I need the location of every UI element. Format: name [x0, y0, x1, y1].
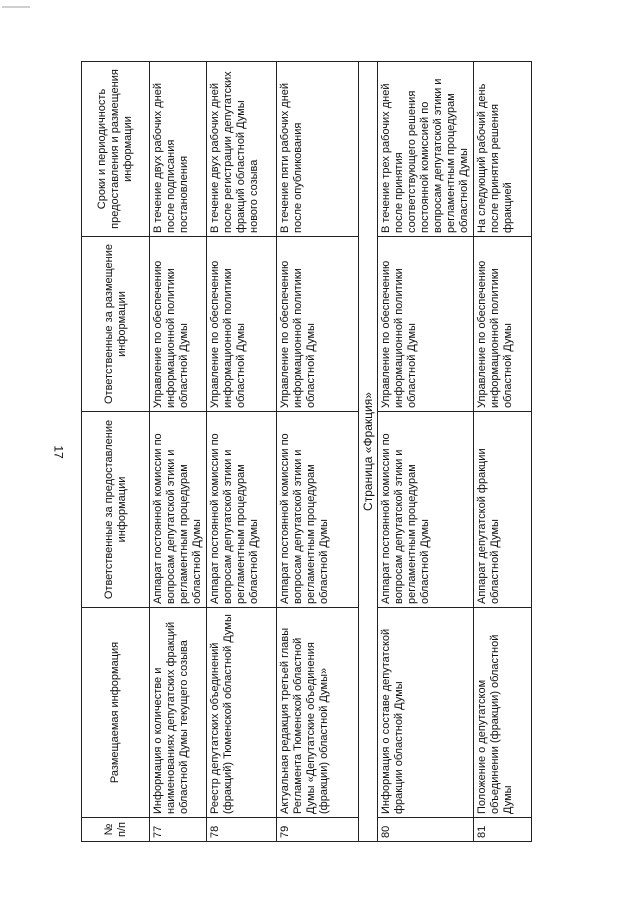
- table-header-row: [82, 62, 150, 842]
- row-term: В течение пяти рабочих дней после опубликования: [276, 62, 358, 237]
- row-term: В течение двух рабочих дней после регистрации депутатских фракций областной Думы нового созыва: [206, 62, 276, 237]
- row-number: 81: [473, 818, 531, 842]
- row-provider: Аппарат депутатской фракции областной Думы: [473, 412, 531, 608]
- table-row: [206, 62, 276, 842]
- row-number: 80: [378, 818, 474, 842]
- row-placer: Управление по обеспечению информационной политики областной Думы: [150, 237, 207, 412]
- row-info: Информация о количестве и наименованиях депутатских фракций областной Думы текущего созыва: [150, 608, 207, 818]
- row-number: 78: [206, 818, 276, 842]
- row-provider: Аппарат постоянной комиссии по вопросам депутатской этики и регламентным процедурам областной Думы: [206, 412, 276, 608]
- row-info: Актуальная редакция третьей главы Регламента Тюменской областной Думы «Депутатские объединения (фракции) областной Думы»: [276, 608, 358, 818]
- row-info: Реестр депутатских объединений (фракций) Тюменской областной Думы: [206, 608, 276, 818]
- header-cell: Ответственные за предоставление информации: [82, 412, 150, 608]
- row-provider: Аппарат постоянной комиссии по вопросам депутатской этики и регламентным процедурам областной Думы: [276, 412, 358, 608]
- row-info: Положение о депутатском объединении (фракции) областной Думы: [473, 608, 531, 818]
- table-row: [378, 62, 474, 842]
- row-provider: Аппарат постоянной комиссии по вопросам депутатской этики и регламентным процедурам областной Думы: [378, 412, 474, 608]
- section-title: Страница «Фракция»: [358, 62, 377, 842]
- section-row: [358, 62, 377, 842]
- row-number: 79: [276, 818, 358, 842]
- row-placer: Управление по обеспечению информационной политики областной Думы: [473, 237, 531, 412]
- row-placer: Управление по обеспечению информационной политики областной Думы: [378, 237, 474, 412]
- row-term: В течение трех рабочих дней после принятия соответствующего решения постоянной комиссией по вопросам депутатской этики и регламентным процедурам областной Думы: [378, 62, 474, 237]
- row-number: 77: [150, 818, 207, 842]
- row-placer: Управление по обеспечению информационной политики областной Думы: [276, 237, 358, 412]
- header-cell: № п/п: [82, 818, 150, 842]
- table-row: [473, 62, 531, 842]
- table-row: [276, 62, 358, 842]
- row-info: Информация о составе депутатской фракции областной Думы: [378, 608, 474, 818]
- rotated-table-container: [81, 62, 515, 842]
- table-row: [150, 62, 207, 842]
- row-term: На следующий рабочий день после принятия решения фракцией: [473, 62, 531, 237]
- row-term: В течение двух рабочих дней после подписания постановления: [150, 62, 207, 237]
- header-cell: Сроки и периодичность предоставления и размещения информации: [82, 62, 150, 237]
- header-cell: Размещаемая информация: [82, 608, 150, 818]
- row-placer: Управление по обеспечению информационной политики областной Думы: [206, 237, 276, 412]
- info-table: [81, 61, 532, 842]
- header-cell: Ответственные за размещение информации: [82, 237, 150, 412]
- row-provider: Аппарат постоянной комиссии по вопросам депутатской этики и регламентным процедурам областной Думы: [150, 412, 207, 608]
- page-number: 17: [51, 445, 66, 459]
